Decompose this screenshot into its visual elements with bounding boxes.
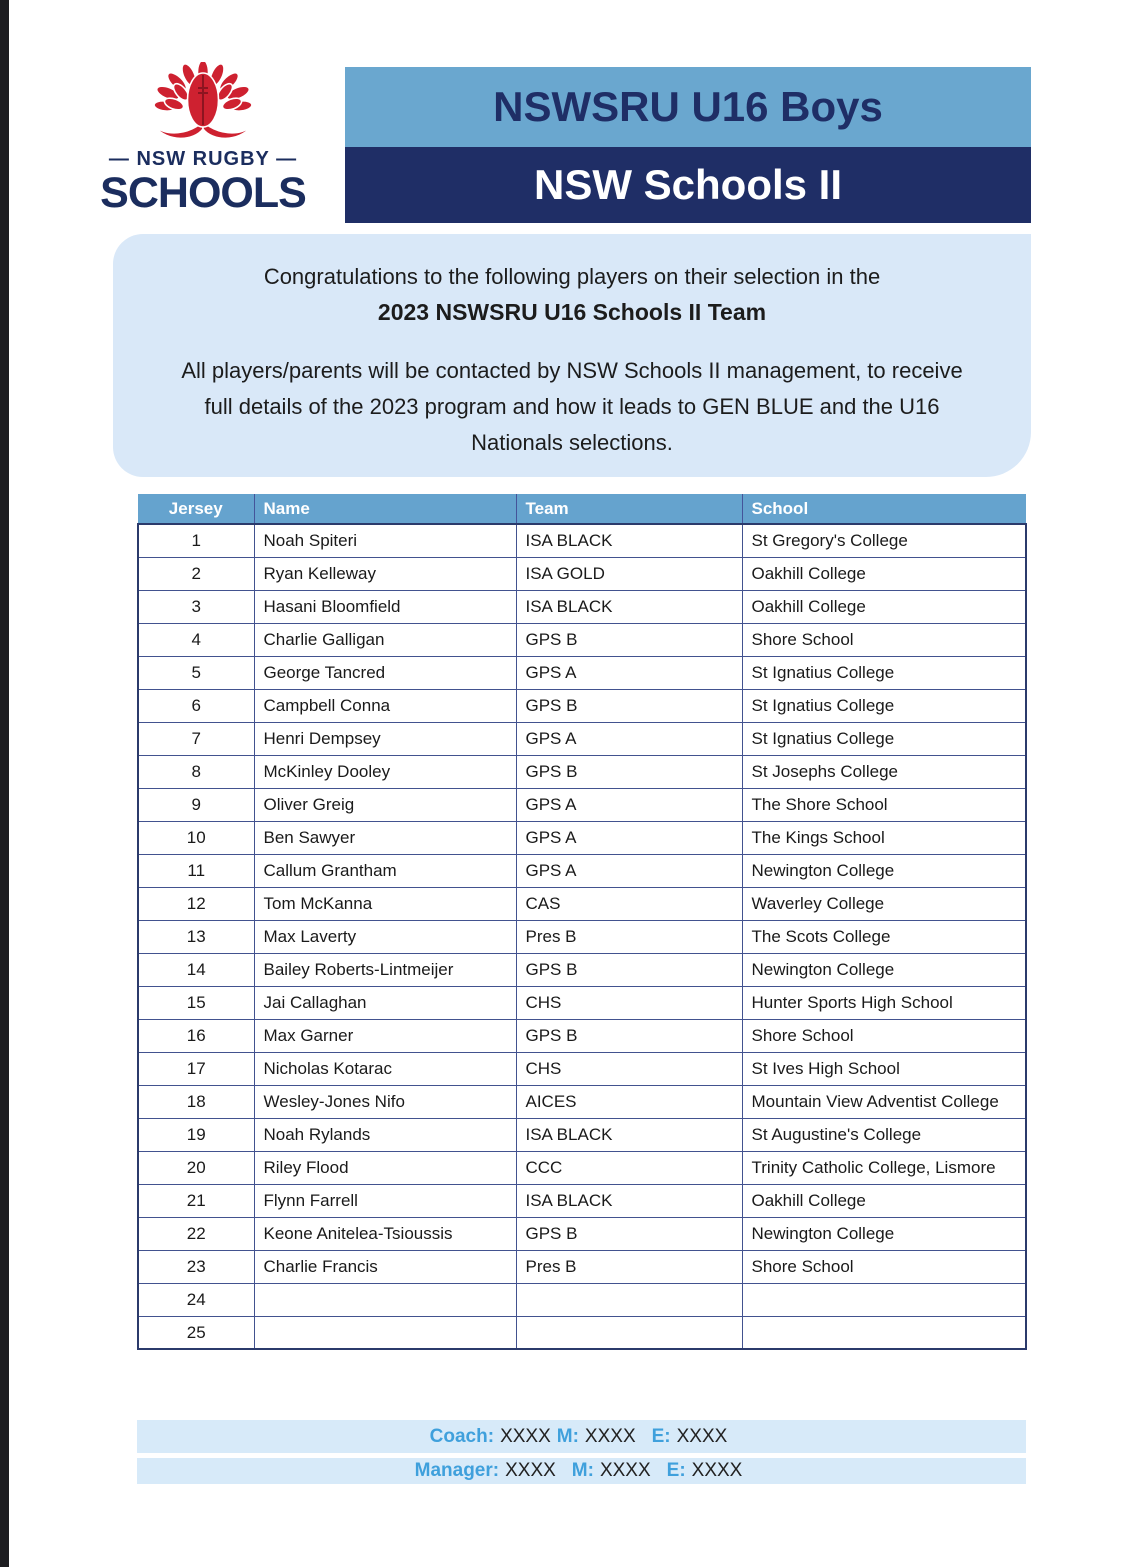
jersey-cell: 7: [138, 722, 254, 755]
coach-name: XXXX: [500, 1425, 551, 1447]
jersey-cell: 18: [138, 1085, 254, 1118]
jersey-cell: 20: [138, 1151, 254, 1184]
school-cell: Shore School: [742, 1250, 1026, 1283]
coach-mobile: XXXX: [584, 1425, 636, 1447]
jersey-cell: 3: [138, 590, 254, 623]
name-cell: Max Laverty: [254, 920, 516, 953]
manager-name: XXXX: [505, 1460, 556, 1481]
jersey-cell: 24: [138, 1283, 254, 1316]
team-cell: [516, 1283, 742, 1316]
table-row: [138, 1118, 1026, 1151]
table-row: [138, 1283, 1026, 1316]
logo-org-line: — NSW RUGBY —: [108, 148, 298, 170]
jersey-cell: 23: [138, 1250, 254, 1283]
jersey-cell: 22: [138, 1217, 254, 1250]
school-cell: Hunter Sports High School: [742, 986, 1026, 1019]
team-cell: GPS B: [516, 623, 742, 656]
name-cell: Riley Flood: [254, 1151, 516, 1184]
name-cell: Ryan Kelleway: [254, 557, 516, 590]
school-cell: Waverley College: [742, 887, 1026, 920]
table-row: [138, 524, 1026, 557]
name-cell: Henri Dempsey: [254, 722, 516, 755]
school-cell: St Ignatius College: [742, 689, 1026, 722]
name-cell: George Tancred: [254, 656, 516, 689]
name-cell: Charlie Galligan: [254, 623, 516, 656]
page-subtitle: NSW Schools II: [533, 161, 843, 208]
jersey-cell: 12: [138, 887, 254, 920]
player-table: [137, 494, 1027, 1350]
table-row: [138, 1052, 1026, 1085]
school-cell: Newington College: [742, 1217, 1026, 1250]
table-row: [138, 1184, 1026, 1217]
team-cell: GPS A: [516, 854, 742, 887]
name-cell: Oliver Greig: [254, 788, 516, 821]
coach-label: Coach:: [429, 1425, 495, 1447]
name-cell: Charlie Francis: [254, 1250, 516, 1283]
school-cell: Mountain View Adventist College: [742, 1085, 1026, 1118]
jersey-cell: 17: [138, 1052, 254, 1085]
team-cell: CHS: [516, 986, 742, 1019]
jersey-cell: 9: [138, 788, 254, 821]
school-cell: St Ignatius College: [742, 656, 1026, 689]
table-row: [138, 788, 1026, 821]
school-cell: Trinity Catholic College, Lismore: [742, 1151, 1026, 1184]
school-cell: Shore School: [742, 1019, 1026, 1052]
table-row: [138, 1217, 1026, 1250]
intro-line2: 2023 NSWSRU U16 Schools II Team: [377, 299, 767, 325]
jersey-cell: 14: [138, 953, 254, 986]
name-cell: Max Garner: [254, 1019, 516, 1052]
jersey-cell: 10: [138, 821, 254, 854]
nsw-rugby-schools-logo: [96, 62, 310, 215]
table-row: [138, 755, 1026, 788]
name-cell: Noah Rylands: [254, 1118, 516, 1151]
table-row: [138, 722, 1026, 755]
manager-label: Manager:: [414, 1460, 500, 1481]
jersey-cell: 25: [138, 1316, 254, 1349]
team-cell: AICES: [516, 1085, 742, 1118]
banner-subtitle-bar: [345, 147, 1031, 223]
name-cell: [254, 1283, 516, 1316]
team-cell: CCC: [516, 1151, 742, 1184]
manager-email-label: E:: [666, 1460, 686, 1481]
intro-card: [113, 234, 1031, 477]
name-cell: Jai Callaghan: [254, 986, 516, 1019]
table-row: [138, 1316, 1026, 1349]
name-cell: Hasani Bloomfield: [254, 590, 516, 623]
jersey-cell: 6: [138, 689, 254, 722]
team-cell: ISA BLACK: [516, 1118, 742, 1151]
table-row: [138, 986, 1026, 1019]
team-cell: GPS A: [516, 821, 742, 854]
team-cell: GPS B: [516, 1217, 742, 1250]
column-header-team: Team: [516, 494, 742, 524]
team-cell: Pres B: [516, 920, 742, 953]
team-cell: GPS B: [516, 755, 742, 788]
jersey-cell: 8: [138, 755, 254, 788]
jersey-cell: 5: [138, 656, 254, 689]
team-cell: GPS A: [516, 788, 742, 821]
table-row: [138, 557, 1026, 590]
team-cell: CHS: [516, 1052, 742, 1085]
name-cell: Bailey Roberts-Lintmeijer: [254, 953, 516, 986]
waratah-icon: [147, 62, 259, 144]
name-cell: Keone Anitelea-Tsioussis: [254, 1217, 516, 1250]
team-cell: ISA BLACK: [516, 524, 742, 557]
team-cell: GPS B: [516, 1019, 742, 1052]
table-row: [138, 854, 1026, 887]
name-cell: Callum Grantham: [254, 854, 516, 887]
school-cell: Newington College: [742, 854, 1026, 887]
table-row: [138, 623, 1026, 656]
intro-paragraph: All players/parents will be contacted by NSW Schools II management, to receive full details of the 2023 program and how it leads to GEN BLUE and the U16 Nationals selections.: [181, 358, 963, 455]
name-cell: Noah Spiteri: [254, 524, 516, 557]
table-row: [138, 689, 1026, 722]
jersey-cell: 19: [138, 1118, 254, 1151]
school-cell: Oakhill College: [742, 590, 1026, 623]
jersey-cell: 21: [138, 1184, 254, 1217]
school-cell: St Augustine's College: [742, 1118, 1026, 1151]
table-row: [138, 1250, 1026, 1283]
table-row: [138, 887, 1026, 920]
name-cell: Tom McKanna: [254, 887, 516, 920]
coach-email: XXXX: [676, 1425, 728, 1447]
column-header-school: School: [742, 494, 1026, 524]
school-cell: [742, 1283, 1026, 1316]
manager-mobile-label: M:: [571, 1460, 594, 1481]
table-row: [138, 656, 1026, 689]
team-cell: ISA BLACK: [516, 590, 742, 623]
team-cell: GPS B: [516, 953, 742, 986]
school-cell: The Kings School: [742, 821, 1026, 854]
team-cell: Pres B: [516, 1250, 742, 1283]
jersey-cell: 16: [138, 1019, 254, 1052]
table-row: [138, 953, 1026, 986]
banner-title-bar: [345, 67, 1031, 147]
school-cell: Oakhill College: [742, 557, 1026, 590]
jersey-cell: 13: [138, 920, 254, 953]
school-cell: The Shore School: [742, 788, 1026, 821]
coach-contact-bar: [137, 1420, 1026, 1453]
school-cell: St Ives High School: [742, 1052, 1026, 1085]
school-cell: St Ignatius College: [742, 722, 1026, 755]
name-cell: Campbell Conna: [254, 689, 516, 722]
header-banner: [345, 67, 1031, 223]
jersey-cell: 15: [138, 986, 254, 1019]
column-header-name: Name: [254, 494, 516, 524]
school-cell: Oakhill College: [742, 1184, 1026, 1217]
team-cell: ISA BLACK: [516, 1184, 742, 1217]
team-cell: GPS B: [516, 689, 742, 722]
manager-email: XXXX: [691, 1460, 743, 1481]
name-cell: Nicholas Kotarac: [254, 1052, 516, 1085]
school-cell: Shore School: [742, 623, 1026, 656]
left-edge-strip: [0, 0, 9, 1567]
player-table-body: [138, 524, 1026, 1349]
manager-mobile: XXXX: [599, 1460, 651, 1481]
jersey-cell: 11: [138, 854, 254, 887]
table-row: [138, 821, 1026, 854]
coach-mobile-label: M:: [556, 1425, 579, 1447]
jersey-cell: 4: [138, 623, 254, 656]
team-cell: GPS A: [516, 722, 742, 755]
table-header-row: [138, 494, 1026, 524]
page-title: NSWSRU U16 Boys: [493, 83, 883, 130]
name-cell: Flynn Farrell: [254, 1184, 516, 1217]
school-cell: St Josephs College: [742, 755, 1026, 788]
name-cell: Wesley-Jones Nifo: [254, 1085, 516, 1118]
table-row: [138, 1151, 1026, 1184]
column-header-jersey: Jersey: [138, 494, 254, 524]
intro-line1: Congratulations to the following players on their selection in the: [263, 264, 881, 289]
table-row: [138, 1019, 1026, 1052]
coach-email-label: E:: [651, 1425, 671, 1447]
jersey-cell: 1: [138, 524, 254, 557]
table-row: [138, 920, 1026, 953]
table-row: [138, 590, 1026, 623]
team-cell: [516, 1316, 742, 1349]
team-cell: GPS A: [516, 656, 742, 689]
manager-contact-bar: [137, 1458, 1026, 1484]
team-cell: CAS: [516, 887, 742, 920]
name-cell: [254, 1316, 516, 1349]
logo-org-name: SCHOOLS: [100, 169, 306, 217]
table-row: [138, 1085, 1026, 1118]
jersey-cell: 2: [138, 557, 254, 590]
school-cell: The Scots College: [742, 920, 1026, 953]
school-cell: St Gregory's College: [742, 524, 1026, 557]
name-cell: Ben Sawyer: [254, 821, 516, 854]
school-cell: [742, 1316, 1026, 1349]
name-cell: McKinley Dooley: [254, 755, 516, 788]
school-cell: Newington College: [742, 953, 1026, 986]
team-cell: ISA GOLD: [516, 557, 742, 590]
